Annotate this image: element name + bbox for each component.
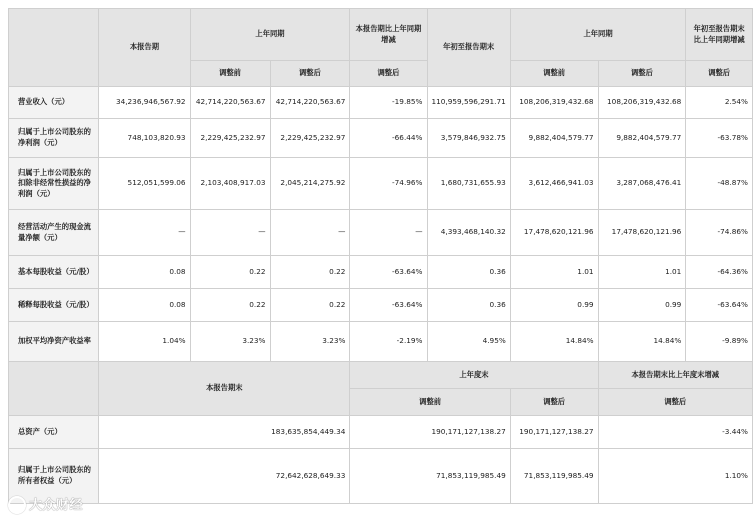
watermark-logo-icon: [8, 496, 26, 514]
cell-ytd: 3,579,846,932.75: [427, 119, 510, 158]
cell-change: -2.19%: [350, 322, 427, 362]
cell-change: -66.44%: [350, 119, 427, 158]
cell-ytd: 0.36: [427, 289, 510, 322]
header-period-end: 本报告期末: [99, 362, 350, 416]
header-yoy-change: 本报告期比上年同期增减: [350, 9, 427, 61]
cell-ytd-change: -9.89%: [686, 322, 753, 362]
header-row-1: [9, 9, 753, 61]
cell-ytd: 110,959,596,291.71: [427, 87, 510, 119]
cell-ytd-prev-before: 17,478,620,121.96: [510, 210, 598, 256]
header-same-period-last-year: 上年同期: [190, 9, 350, 61]
table-row: [9, 158, 753, 210]
cell-ytd-prev-after: 14.84%: [598, 322, 686, 362]
header-bottom-after-adjust-chg: 调整后: [598, 389, 752, 416]
row-label: 基本每股收益（元/股）: [9, 256, 99, 289]
cell-prev-before: 42,714,220,563.67: [190, 87, 270, 119]
cell-prev-before: 3.23%: [190, 322, 270, 362]
cell-prev-after: 2,229,425,232.97: [270, 119, 350, 158]
cell-current: 748,103,820.93: [99, 119, 190, 158]
cell-ytd-change: -64.36%: [686, 256, 753, 289]
table-row: [9, 322, 753, 362]
cell-change: —: [350, 210, 427, 256]
cell-ytd-change: -48.87%: [686, 158, 753, 210]
cell-current: —: [99, 210, 190, 256]
cell-prev-after: 0.22: [270, 289, 350, 322]
header-ytd: 年初至报告期末: [427, 9, 510, 87]
cell-ytd-prev-before: 108,206,319,432.68: [510, 87, 598, 119]
row-label: 归属于上市公司股东的扣除非经常性损益的净利润（元）: [9, 158, 99, 210]
table-row: [9, 449, 753, 504]
cell-current: 1.04%: [99, 322, 190, 362]
cell-change: -63.64%: [350, 256, 427, 289]
header-after-adjust: 调整后: [270, 61, 350, 87]
cell-change: -74.96%: [350, 158, 427, 210]
bottom-header-row-1: [9, 362, 753, 389]
cell-prev-after: 42,714,220,563.67: [270, 87, 350, 119]
header-ytd-after-adjust-chg: 调整后: [686, 61, 753, 87]
cell-ytd-change: 2.54%: [686, 87, 753, 119]
row-label: 总资产（元）: [9, 416, 99, 449]
table-row: [9, 416, 753, 449]
cell-ytd-change: -63.78%: [686, 119, 753, 158]
row-label: 经营活动产生的现金流量净额（元）: [9, 210, 99, 256]
table-row: [9, 119, 753, 158]
cell-ytd-change: -74.86%: [686, 210, 753, 256]
cell-prev-after: —: [270, 210, 350, 256]
cell-ytd-change: -63.64%: [686, 289, 753, 322]
row-label: 稀释每股收益（元/股）: [9, 289, 99, 322]
row-label: 营业收入（元）: [9, 87, 99, 119]
header-last-year-end: 上年度末: [350, 362, 598, 389]
cell-prev-after: 3.23%: [270, 322, 350, 362]
header-bottom-after-adjust: 调整后: [510, 389, 598, 416]
cell-change: 1.10%: [598, 449, 752, 504]
cell-ytd: 1,680,731,655.93: [427, 158, 510, 210]
table-row: [9, 256, 753, 289]
cell-change: -3.44%: [598, 416, 752, 449]
cell-prev-before: 2,229,425,232.97: [190, 119, 270, 158]
table-row: [9, 289, 753, 322]
cell-ytd-prev-before: 9,882,404,579.77: [510, 119, 598, 158]
cell-ytd-prev-after: 108,206,319,432.68: [598, 87, 686, 119]
cell-ytd: 4,393,468,140.32: [427, 210, 510, 256]
cell-ytd: 0.36: [427, 256, 510, 289]
cell-ytd-prev-after: 3,287,068,476.41: [598, 158, 686, 210]
cell-ytd-prev-before: 0.99: [510, 289, 598, 322]
cell-current: 512,051,599.06: [99, 158, 190, 210]
header-ytd-same-period-last-year: 上年同期: [510, 9, 686, 61]
header-before-adjust: 调整前: [190, 61, 270, 87]
cell-current: 34,236,946,567.92: [99, 87, 190, 119]
cell-prev-before: 2,103,408,917.03: [190, 158, 270, 210]
header-ytd-before-adjust: 调整前: [510, 61, 598, 87]
table-row: [9, 210, 753, 256]
watermark-text: 大众财经: [29, 498, 84, 513]
header-ytd-after-adjust: 调整后: [598, 61, 686, 87]
header-after-adjust-chg: 调整后: [350, 61, 427, 87]
cell-ytd-prev-after: 0.99: [598, 289, 686, 322]
cell-ytd-prev-after: 17,478,620,121.96: [598, 210, 686, 256]
table-row: [9, 87, 753, 119]
cell-last-year-before: 71,853,119,985.49: [350, 449, 510, 504]
cell-ytd-prev-after: 1.01: [598, 256, 686, 289]
cell-last-year-after: 71,853,119,985.49: [510, 449, 598, 504]
cell-current: 0.08: [99, 289, 190, 322]
cell-ytd: 4.95%: [427, 322, 510, 362]
cell-current: 0.08: [99, 256, 190, 289]
cell-prev-after: 2,045,214,275.92: [270, 158, 350, 210]
cell-last-year-after: 190,171,127,138.27: [510, 416, 598, 449]
cell-prev-after: 0.22: [270, 256, 350, 289]
header-change-vs-last-year-end: 本报告期末比上年度末增减: [598, 362, 752, 389]
cell-prev-before: 0.22: [190, 289, 270, 322]
row-label: 归属于上市公司股东的净利润（元）: [9, 119, 99, 158]
cell-change: -19.85%: [350, 87, 427, 119]
cell-period-end: 183,635,854,449.34: [99, 416, 350, 449]
bottom-header-blank: [9, 362, 99, 416]
cell-prev-before: —: [190, 210, 270, 256]
cell-ytd-prev-before: 3,612,466,941.03: [510, 158, 598, 210]
watermark: [8, 494, 108, 516]
financial-data-table: [8, 8, 753, 504]
cell-ytd-prev-before: 14.84%: [510, 322, 598, 362]
header-bottom-before-adjust: 调整前: [350, 389, 510, 416]
cell-prev-before: 0.22: [190, 256, 270, 289]
row-label: 归属于上市公司股东的所有者权益（元）: [9, 449, 99, 504]
header-blank-cell: [9, 9, 99, 87]
cell-ytd-prev-after: 9,882,404,579.77: [598, 119, 686, 158]
row-label: 加权平均净资产收益率: [9, 322, 99, 362]
header-current-period: 本报告期: [99, 9, 190, 87]
header-ytd-yoy-change: 年初至报告期末比上年同期增减: [686, 9, 753, 61]
cell-last-year-before: 190,171,127,138.27: [350, 416, 510, 449]
cell-period-end: 72,642,628,649.33: [99, 449, 350, 504]
cell-change: -63.64%: [350, 289, 427, 322]
cell-ytd-prev-before: 1.01: [510, 256, 598, 289]
